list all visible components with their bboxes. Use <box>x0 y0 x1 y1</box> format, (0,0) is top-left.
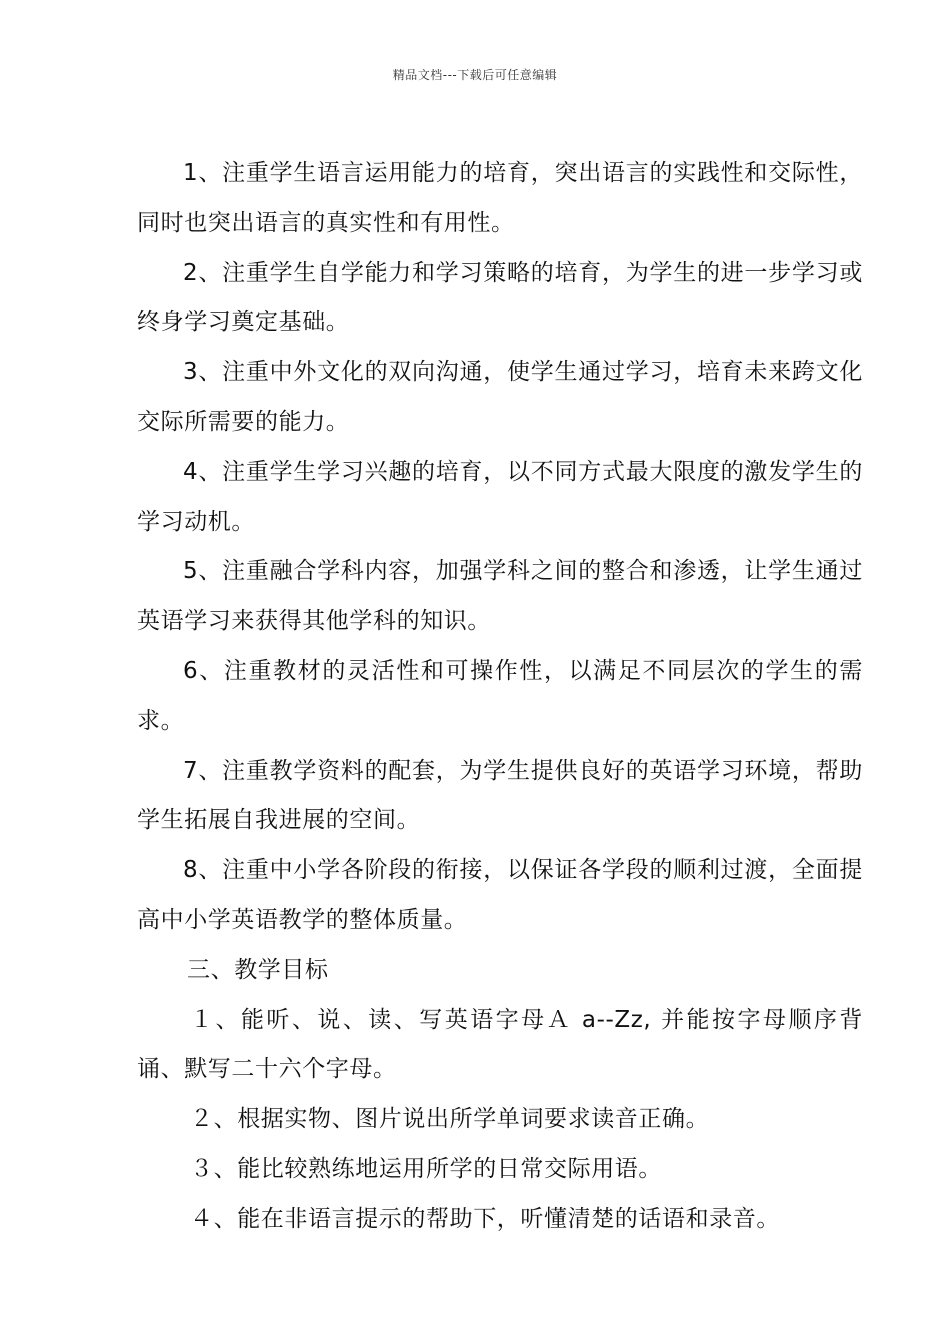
section-title: 三、教学目标 <box>187 956 329 983</box>
paragraph-6: 6、注重教材的灵活性和可操作性，以满足不同层次的学生的需求。 <box>137 657 863 734</box>
paragraph-5: 5、注重融合学科内容，加强学科之间的整合和渗透，让学生通过英语学习来获得其他学科的知识。 <box>137 558 863 635</box>
paragraph-3: 3、注重中外文化的双向沟通，使学生通过学习，培育未来跨文化交际所需要的能力。 <box>137 359 863 435</box>
goal-2: ２、根据实物、图片说出所学单词要求读音正确。 <box>190 1106 710 1133</box>
paragraph-2: 2、注重学生自学能力和学习策略的培育，为学生的进一步学习或终身学习奠定基础。 <box>137 259 863 336</box>
goal-4: ４、能在非语言提示的帮助下，听懂清楚的话语和录音。 <box>190 1205 780 1232</box>
goal-1: １、能听、说、读、写英语字母Ａ a--Zz, 并能按字母顺序背诵、默写二十六个字母。 <box>137 1006 863 1083</box>
goal-3: ３、能比较熟练地运用所学的日常交际用语。 <box>190 1155 662 1182</box>
paragraph-8: 8、注重中小学各阶段的衔接，以保证各学段的顺利过渡，全面提高中小学英语教学的整体质量。 <box>137 857 863 933</box>
document-body <box>137 149 863 1245</box>
paragraph-7: 7、注重教学资料的配套，为学生提供良好的英语学习环境，帮助学生拓展自我进展的空间。 <box>137 757 863 834</box>
paragraph-1: 1、注重学生语言运用能力的培育，突出语言的实践性和交际性，同时也突出语言的真实性和有用性。 <box>137 160 863 236</box>
paragraph-4: 4、注重学生学习兴趣的培育，以不同方式最大限度的激发学生的学习动机。 <box>137 458 863 535</box>
page-header: 精品文档---下载后可任意编辑 <box>392 68 558 82</box>
